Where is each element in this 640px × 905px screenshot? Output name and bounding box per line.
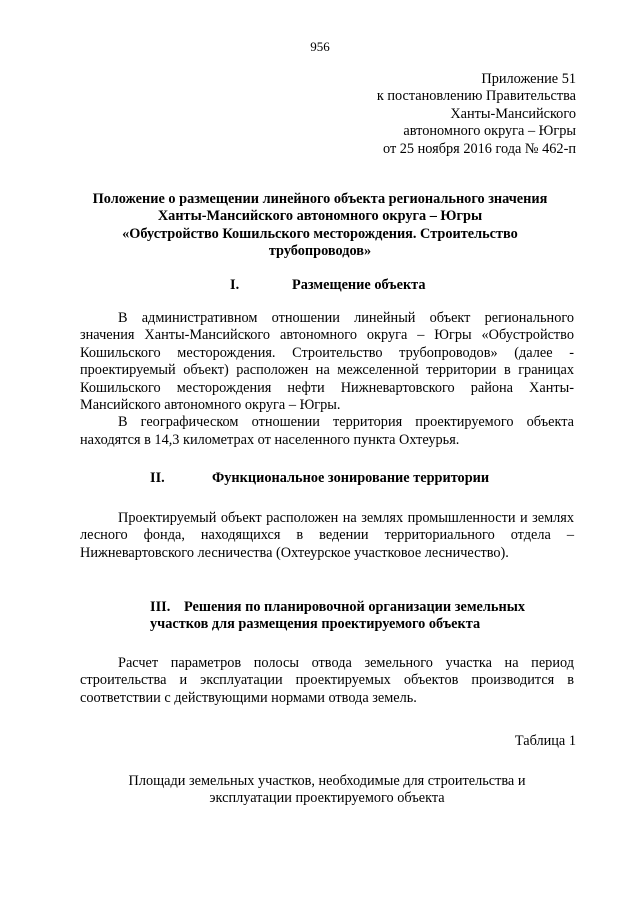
section-number: III.	[150, 599, 171, 615]
section-2-body	[80, 510, 574, 562]
section-title: Решения по планировочной организации земельных	[184, 599, 526, 615]
appendix-line: автономного округа – Югры	[403, 123, 576, 140]
appendix-block	[377, 71, 576, 158]
appendix-line: Приложение 51	[481, 71, 576, 87]
document-title	[80, 191, 560, 261]
title-line: трубопроводов»	[268, 243, 372, 260]
appendix-line: от 25 ноября 2016 года № 462-п	[382, 140, 576, 157]
section-title: Размещение объекта	[292, 277, 426, 293]
section-1-body	[80, 310, 574, 449]
section-title: Функциональное зонирование территории	[212, 470, 490, 486]
section-number: II.	[150, 470, 165, 486]
section-3-body	[80, 655, 574, 707]
appendix-line: Ханты-Мансийского	[450, 105, 576, 122]
page-number: 956	[310, 39, 330, 54]
section-title: участков для размещения проектируемого объекта	[150, 616, 481, 633]
appendix-line: к постановлению Правительства	[376, 88, 576, 105]
caption-line: Площади земельных участков, необходимые для строительства и	[128, 773, 526, 789]
section-2-heading	[150, 470, 489, 487]
title-line: Положение о размещении линейного объекта регионального значения	[92, 191, 548, 207]
section-1-heading	[230, 277, 426, 294]
section-3-heading	[150, 599, 525, 634]
title-line: Ханты-Мансийского автономного округа – Югры	[157, 208, 483, 225]
paragraph: Проектируемый объект расположен на землях промышленности и землях лесного фонда, находящихся в ведении территориального отдела – Нижневартовского лесничества (Охтеурское участковое лесничество).	[80, 510, 574, 561]
paragraph: Расчет параметров полосы отвода земельного участка на период строительства и эксплуатации проектируемых объектов производится в соответствии с действующими нормами отвода земель.	[80, 655, 574, 706]
title-line: «Обустройство Кошильского месторождения. Строительство	[122, 225, 518, 242]
section-number: I.	[230, 277, 240, 293]
paragraph: В географическом отношении территория проектируемого объекта находятся в 14,3 километрах от населенного пункта Охтеурья.	[80, 414, 574, 448]
table-caption	[80, 773, 574, 808]
table-label: Таблица 1	[514, 733, 576, 749]
caption-line: эксплуатации проектируемого объекта	[209, 790, 445, 807]
paragraph: В административном отношении линейный объект регионального значения Ханты-Мансийского автономного округа – Югры «Обустройство Кошильского месторождения. Строительство трубопроводов» (далее - проектируемый объект) расположен на межселенной территории в границах Кошильского месторождения нефти Нижневартовского района Ханты-Мансийского автономного округа – Югры.	[80, 310, 574, 414]
